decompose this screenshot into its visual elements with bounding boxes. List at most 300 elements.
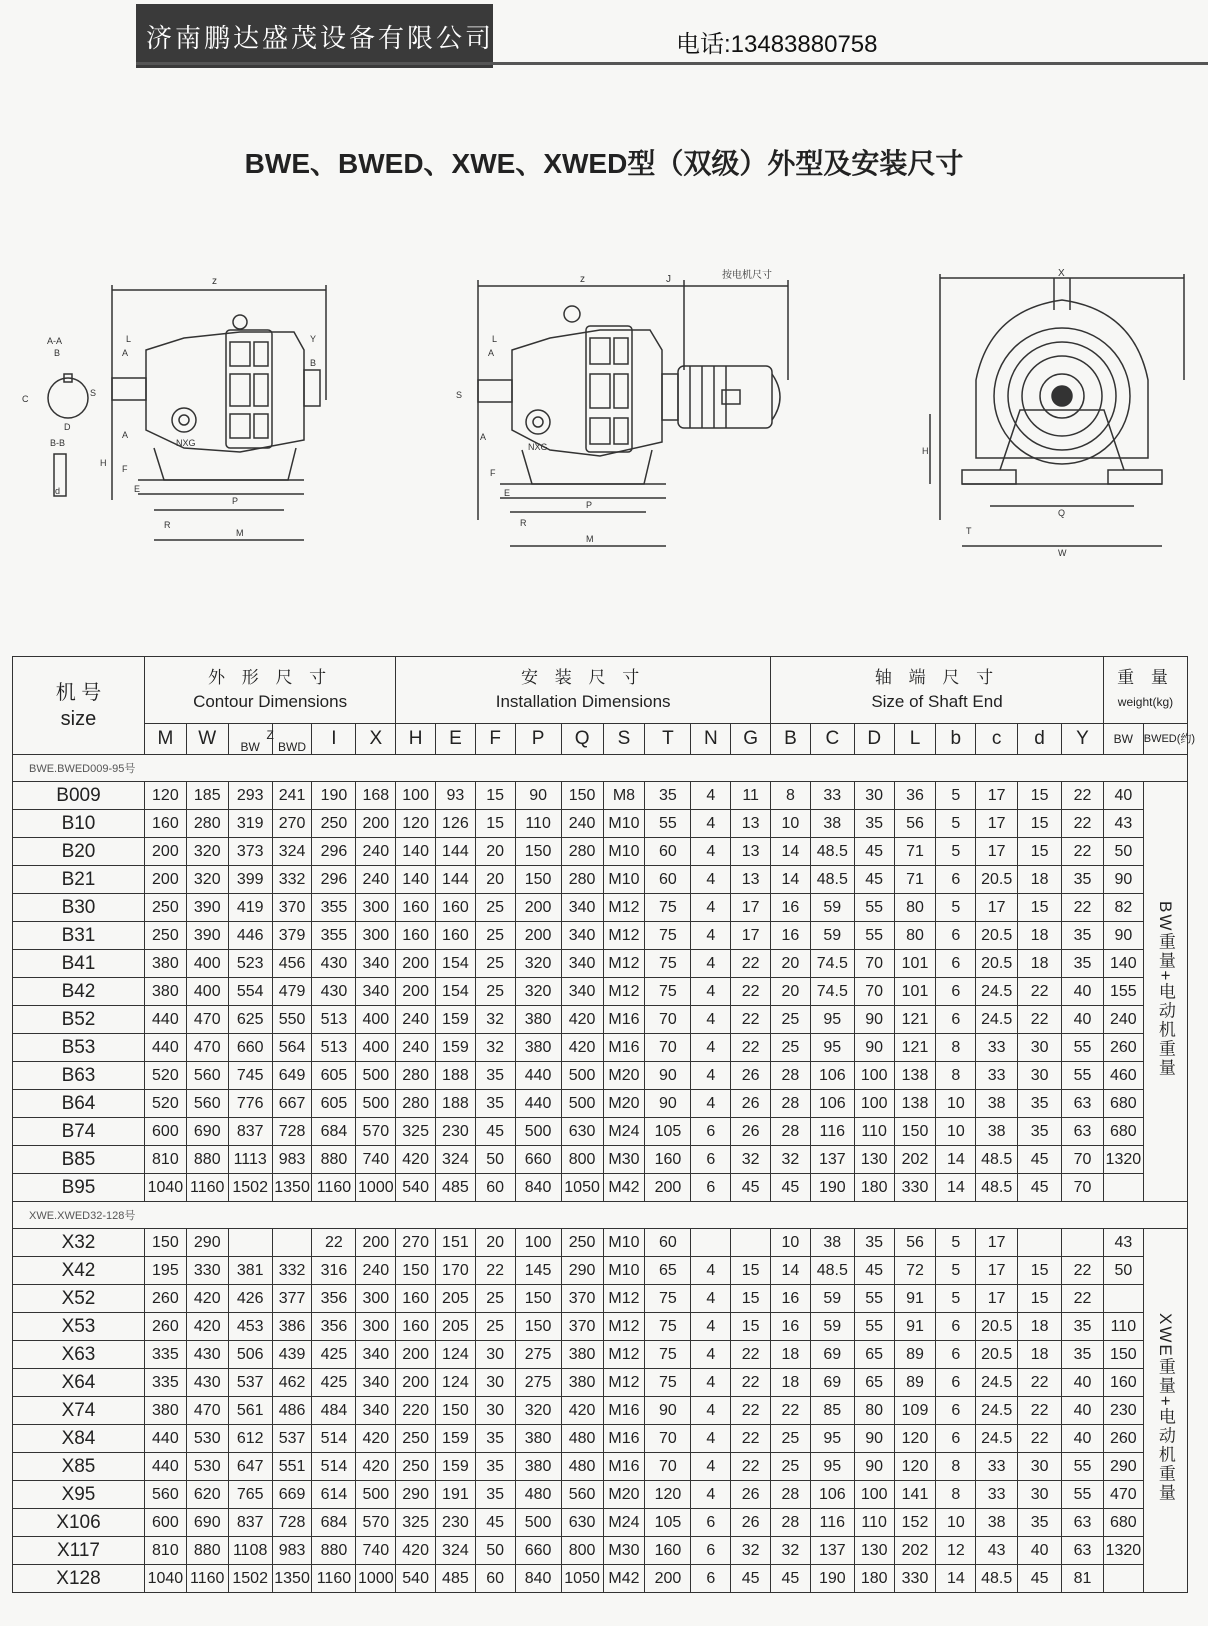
- value-cell: 17: [976, 1229, 1018, 1257]
- value-cell: 17: [976, 894, 1018, 922]
- value-cell: 370: [561, 1285, 603, 1313]
- value-cell: 340: [356, 1397, 396, 1425]
- value-cell: 300: [356, 894, 396, 922]
- value-cell: 240: [356, 838, 396, 866]
- drawing-label-z: z: [580, 274, 585, 285]
- column-header-h: H: [396, 724, 436, 755]
- value-cell: 140: [396, 866, 436, 894]
- value-cell: M12: [603, 950, 645, 978]
- drawing-side-view: [14, 270, 344, 560]
- group-weight-en: weight(kg): [1117, 695, 1174, 709]
- table-row: [13, 866, 1188, 894]
- value-cell: 625: [228, 1006, 272, 1034]
- value-cell: 25: [475, 1285, 515, 1313]
- value-cell: M12: [603, 922, 645, 950]
- value-cell: 440: [144, 1034, 186, 1062]
- value-cell: 220: [396, 1397, 436, 1425]
- value-cell: 38: [976, 1118, 1018, 1146]
- drawing-label-r: R: [164, 520, 171, 530]
- value-cell: 22: [1062, 810, 1104, 838]
- value-cell: 260: [1103, 1034, 1143, 1062]
- value-cell: 16: [771, 1313, 811, 1341]
- value-cell: 275: [515, 1341, 561, 1369]
- value-cell: 17: [976, 1257, 1018, 1285]
- value-cell: 10: [936, 1118, 976, 1146]
- value-cell: 250: [312, 810, 356, 838]
- value-cell: 45: [1018, 1174, 1062, 1202]
- value-cell: 4: [691, 1257, 731, 1285]
- column-header-z: Z: [266, 728, 274, 742]
- value-cell: 35: [475, 1090, 515, 1118]
- value-cell: 190: [810, 1174, 854, 1202]
- table-row: [13, 1034, 1188, 1062]
- value-cell: 380: [515, 1453, 561, 1481]
- value-cell: 6: [936, 1425, 976, 1453]
- value-cell: 300: [356, 1313, 396, 1341]
- drawing-label-z: z: [212, 276, 217, 287]
- value-cell: 380: [515, 1425, 561, 1453]
- value-cell: 15: [1018, 1285, 1062, 1313]
- value-cell: 32: [771, 1537, 811, 1565]
- value-cell: 230: [436, 1509, 476, 1537]
- value-cell: 740: [356, 1146, 396, 1174]
- value-cell: 690: [186, 1118, 228, 1146]
- table-row: [13, 1565, 1188, 1593]
- value-cell: 100: [515, 1229, 561, 1257]
- value-cell: 485: [436, 1565, 476, 1593]
- value-cell: 330: [186, 1257, 228, 1285]
- value-cell: 332: [272, 866, 312, 894]
- value-cell: 63: [1062, 1509, 1104, 1537]
- value-cell: 4: [691, 1006, 731, 1034]
- value-cell: 16: [771, 1285, 811, 1313]
- value-cell: 11: [731, 782, 771, 810]
- value-cell: 95: [810, 1006, 854, 1034]
- value-cell: 1350: [272, 1174, 312, 1202]
- drawing-label-a2: A: [480, 432, 487, 442]
- value-cell: 150: [436, 1397, 476, 1425]
- value-cell: 160: [645, 1537, 691, 1565]
- value-cell: 90: [1103, 866, 1143, 894]
- value-cell: 4: [691, 1453, 731, 1481]
- value-cell: 440: [144, 1453, 186, 1481]
- table-row: [13, 922, 1188, 950]
- value-cell: 6: [936, 1397, 976, 1425]
- value-cell: 340: [356, 1369, 396, 1397]
- value-cell: 430: [186, 1369, 228, 1397]
- value-cell: 170: [436, 1257, 476, 1285]
- value-cell: 540: [396, 1174, 436, 1202]
- table-row: [13, 1537, 1188, 1565]
- group-installation-cn: 安 装 尺 寸: [521, 668, 646, 687]
- section-label: XWE.XWED32-128号: [13, 1202, 1188, 1229]
- model-cell: X63: [13, 1341, 145, 1369]
- column-header-c: c: [976, 724, 1018, 755]
- table-row: [13, 1397, 1188, 1425]
- value-cell: 188: [436, 1090, 476, 1118]
- value-cell: 426: [228, 1285, 272, 1313]
- value-cell: M10: [603, 866, 645, 894]
- value-cell: 600: [144, 1118, 186, 1146]
- column-header-x: X: [356, 724, 396, 755]
- output-flange: [526, 410, 550, 434]
- value-cell: M20: [603, 1090, 645, 1118]
- value-cell: 30: [475, 1397, 515, 1425]
- value-cell: 440: [144, 1425, 186, 1453]
- value-cell: 32: [731, 1146, 771, 1174]
- table-row: [13, 1369, 1188, 1397]
- drawing-label-aa: A-A: [47, 336, 63, 346]
- value-cell: 22: [731, 1397, 771, 1425]
- value-cell: 570: [356, 1509, 396, 1537]
- value-cell: 160: [144, 810, 186, 838]
- value-cell: 25: [771, 1453, 811, 1481]
- end-view-foot-left: [962, 470, 1016, 484]
- value-cell: 48.5: [810, 1257, 854, 1285]
- value-cell: 250: [561, 1229, 603, 1257]
- value-cell: 296: [312, 838, 356, 866]
- value-cell: 6: [936, 1313, 976, 1341]
- value-cell: 82: [1103, 894, 1143, 922]
- value-cell: 4: [691, 894, 731, 922]
- value-cell: 116: [810, 1509, 854, 1537]
- value-cell: 13: [731, 866, 771, 894]
- value-cell: 630: [561, 1118, 603, 1146]
- table-row: [13, 1118, 1188, 1146]
- value-cell: 4: [691, 866, 731, 894]
- value-cell: 513: [312, 1006, 356, 1034]
- value-cell: 160: [436, 922, 476, 950]
- value-cell: 48.5: [976, 1146, 1018, 1174]
- value-cell: 59: [810, 1285, 854, 1313]
- drawing-label-x: X: [1058, 268, 1065, 279]
- value-cell: 200: [144, 866, 186, 894]
- value-cell: 484: [312, 1397, 356, 1425]
- value-cell: 71: [894, 866, 936, 894]
- value-cell: 250: [396, 1425, 436, 1453]
- value-cell: 90: [1103, 922, 1143, 950]
- value-cell: 500: [561, 1062, 603, 1090]
- value-cell: 18: [771, 1341, 811, 1369]
- value-cell: 48.5: [810, 866, 854, 894]
- end-view-foot-right: [1108, 470, 1162, 484]
- value-cell: 5: [936, 894, 976, 922]
- value-cell: 65: [645, 1257, 691, 1285]
- value-cell: 40: [1062, 1397, 1104, 1425]
- column-header-c: C: [810, 724, 854, 755]
- value-cell: 35: [475, 1062, 515, 1090]
- model-cell: B53: [13, 1034, 145, 1062]
- value-cell: 564: [272, 1034, 312, 1062]
- value-cell: 320: [515, 978, 561, 1006]
- value-cell: 4: [691, 1425, 731, 1453]
- value-cell: 320: [186, 838, 228, 866]
- value-cell: 160: [645, 1146, 691, 1174]
- table-row: [13, 1341, 1188, 1369]
- value-cell: 141: [894, 1481, 936, 1509]
- value-cell: 430: [312, 950, 356, 978]
- value-cell: 159: [436, 1453, 476, 1481]
- value-cell: 55: [645, 810, 691, 838]
- value-cell: 335: [144, 1341, 186, 1369]
- value-cell: 1320: [1103, 1537, 1143, 1565]
- value-cell: 4: [691, 1397, 731, 1425]
- value-cell: 105: [645, 1118, 691, 1146]
- value-cell: 45: [771, 1174, 811, 1202]
- value-cell: 28: [771, 1090, 811, 1118]
- group-shaft-header: [771, 657, 1104, 724]
- value-cell: 485: [436, 1174, 476, 1202]
- value-cell: 20: [475, 838, 515, 866]
- column-header-b: b: [936, 724, 976, 755]
- column-header-bw-label: BW: [240, 740, 260, 754]
- value-cell: 6: [691, 1174, 731, 1202]
- section-row: [13, 755, 1188, 782]
- value-cell: 48.5: [976, 1565, 1018, 1593]
- table-row: [13, 1509, 1188, 1537]
- value-cell: 260: [1103, 1425, 1143, 1453]
- value-cell: 560: [186, 1090, 228, 1118]
- value-cell: 160: [436, 894, 476, 922]
- group-contour-en: Contour Dimensions: [193, 692, 348, 711]
- value-cell: 45: [1018, 1565, 1062, 1593]
- header-rule: [136, 62, 1208, 65]
- value-cell: 48.5: [976, 1174, 1018, 1202]
- value-cell: 22: [1018, 1006, 1062, 1034]
- section-row: [13, 1202, 1188, 1229]
- value-cell: M24: [603, 1509, 645, 1537]
- value-cell: 110: [515, 810, 561, 838]
- value-cell: 15: [731, 1257, 771, 1285]
- value-cell: 28: [771, 1062, 811, 1090]
- value-cell: 630: [561, 1509, 603, 1537]
- value-cell: 35: [854, 810, 894, 838]
- column-header-d: D: [854, 724, 894, 755]
- value-cell: 10: [771, 810, 811, 838]
- group-installation-header: [396, 657, 771, 724]
- value-cell: 22: [771, 1397, 811, 1425]
- value-cell: 45: [731, 1174, 771, 1202]
- value-cell: 514: [312, 1453, 356, 1481]
- value-cell: 4: [691, 782, 731, 810]
- value-cell: 6: [936, 1341, 976, 1369]
- table-row: [13, 978, 1188, 1006]
- value-cell: 400: [356, 1006, 396, 1034]
- value-cell: 45: [475, 1118, 515, 1146]
- value-cell: 4: [691, 922, 731, 950]
- value-cell: 26: [731, 1118, 771, 1146]
- value-cell: 430: [186, 1341, 228, 1369]
- value-cell: 150: [1103, 1341, 1143, 1369]
- value-cell: 880: [186, 1146, 228, 1174]
- value-cell: 560: [561, 1481, 603, 1509]
- value-cell: 6: [691, 1565, 731, 1593]
- value-cell: 70: [1062, 1146, 1104, 1174]
- value-cell: 90: [854, 1425, 894, 1453]
- value-cell: 462: [272, 1369, 312, 1397]
- value-cell: 660: [515, 1146, 561, 1174]
- model-cell: X95: [13, 1481, 145, 1509]
- value-cell: 1502: [228, 1174, 272, 1202]
- value-cell: 154: [436, 978, 476, 1006]
- value-cell: 25: [475, 1313, 515, 1341]
- input-shaft: [478, 380, 512, 402]
- value-cell: 95: [810, 1425, 854, 1453]
- value-cell: 200: [396, 1341, 436, 1369]
- drawing-label-d-small: d: [55, 486, 61, 496]
- column-header-bwd: BWD: [272, 724, 312, 755]
- value-cell: 837: [228, 1509, 272, 1537]
- value-cell: 22: [1062, 1257, 1104, 1285]
- value-cell: 22: [1062, 894, 1104, 922]
- value-cell: 56: [894, 1229, 936, 1257]
- value-cell: 15: [475, 782, 515, 810]
- drawing-label-p: P: [232, 496, 239, 506]
- value-cell: 470: [186, 1397, 228, 1425]
- drawing-label-j: J: [666, 274, 671, 285]
- value-cell: 124: [436, 1369, 476, 1397]
- table-row: [13, 1453, 1188, 1481]
- value-cell: 1350: [272, 1565, 312, 1593]
- value-cell: 50: [475, 1146, 515, 1174]
- value-cell: 6: [936, 950, 976, 978]
- table-row: [13, 1174, 1188, 1202]
- group-contour-header: [144, 657, 395, 724]
- model-cell: X84: [13, 1425, 145, 1453]
- value-cell: 22: [1062, 838, 1104, 866]
- value-cell: 250: [144, 922, 186, 950]
- value-cell: 356: [312, 1313, 356, 1341]
- value-cell: 280: [186, 810, 228, 838]
- value-cell: M20: [603, 1481, 645, 1509]
- value-cell: 150: [561, 782, 603, 810]
- value-cell: 63: [1062, 1090, 1104, 1118]
- value-cell: 280: [561, 838, 603, 866]
- value-cell: 275: [515, 1369, 561, 1397]
- value-cell: 71: [894, 838, 936, 866]
- value-cell: 380: [144, 950, 186, 978]
- value-cell: 22: [731, 1425, 771, 1453]
- value-cell: 32: [475, 1006, 515, 1034]
- model-cell: B30: [13, 894, 145, 922]
- value-cell: 43: [976, 1537, 1018, 1565]
- value-cell: 22: [1062, 1285, 1104, 1313]
- value-cell: M42: [603, 1174, 645, 1202]
- value-cell: [1062, 1229, 1104, 1257]
- value-cell: 160: [396, 1285, 436, 1313]
- value-cell: 480: [515, 1481, 561, 1509]
- value-cell: 1000: [356, 1174, 396, 1202]
- value-cell: 500: [356, 1481, 396, 1509]
- value-cell: 91: [894, 1313, 936, 1341]
- value-cell: 6: [936, 922, 976, 950]
- value-cell: 240: [396, 1006, 436, 1034]
- value-cell: 400: [356, 1034, 396, 1062]
- value-cell: 230: [436, 1118, 476, 1146]
- value-cell: 45: [854, 866, 894, 894]
- table-row: [13, 838, 1188, 866]
- value-cell: 75: [645, 894, 691, 922]
- value-cell: 20.5: [976, 1341, 1018, 1369]
- value-cell: 74.5: [810, 978, 854, 1006]
- value-cell: 319: [228, 810, 272, 838]
- value-cell: 200: [396, 1369, 436, 1397]
- value-cell: 420: [186, 1285, 228, 1313]
- value-cell: 90: [645, 1397, 691, 1425]
- value-cell: 24.5: [976, 1369, 1018, 1397]
- value-cell: 35: [1018, 1118, 1062, 1146]
- value-cell: 18: [1018, 1341, 1062, 1369]
- value-cell: 15: [1018, 1257, 1062, 1285]
- model-cell: B31: [13, 922, 145, 950]
- value-cell: 340: [561, 978, 603, 1006]
- value-cell: 270: [396, 1229, 436, 1257]
- value-cell: 340: [356, 978, 396, 1006]
- group-installation-en: Installation Dimensions: [495, 692, 671, 711]
- value-cell: 50: [1103, 1257, 1143, 1285]
- value-cell: 25: [475, 950, 515, 978]
- value-cell: 100: [396, 782, 436, 810]
- value-cell: 6: [936, 1006, 976, 1034]
- value-cell: 614: [312, 1481, 356, 1509]
- model-cell: B41: [13, 950, 145, 978]
- value-cell: 105: [645, 1509, 691, 1537]
- drawing-label-l: L: [126, 334, 132, 344]
- value-cell: 420: [186, 1313, 228, 1341]
- value-cell: 270: [272, 810, 312, 838]
- group-shaft-cn: 轴 端 尺 寸: [874, 668, 1000, 687]
- value-cell: 180: [854, 1565, 894, 1593]
- value-cell: 667: [272, 1090, 312, 1118]
- value-cell: 150: [515, 838, 561, 866]
- value-cell: 160: [396, 1313, 436, 1341]
- value-cell: 420: [396, 1146, 436, 1174]
- value-cell: 22: [731, 978, 771, 1006]
- value-cell: 72: [894, 1257, 936, 1285]
- value-cell: 240: [356, 866, 396, 894]
- end-view-housing: [976, 300, 1148, 458]
- value-cell: 1040: [144, 1174, 186, 1202]
- value-cell: 8: [936, 1453, 976, 1481]
- value-cell: 35: [1062, 922, 1104, 950]
- value-cell: 26: [731, 1509, 771, 1537]
- value-cell: 80: [894, 922, 936, 950]
- value-cell: 25: [475, 978, 515, 1006]
- value-cell: 537: [228, 1369, 272, 1397]
- value-cell: 65: [854, 1369, 894, 1397]
- value-cell: 188: [436, 1062, 476, 1090]
- value-cell: 5: [936, 782, 976, 810]
- value-cell: 185: [186, 782, 228, 810]
- value-cell: 380: [515, 1006, 561, 1034]
- value-cell: 1113: [228, 1146, 272, 1174]
- value-cell: 4: [691, 810, 731, 838]
- model-cell: X74: [13, 1397, 145, 1425]
- value-cell: 425: [312, 1341, 356, 1369]
- value-cell: 90: [645, 1090, 691, 1118]
- value-cell: 70: [645, 1425, 691, 1453]
- value-cell: 180: [854, 1174, 894, 1202]
- value-cell: M16: [603, 1425, 645, 1453]
- value-cell: 60: [645, 866, 691, 894]
- value-cell: 5: [936, 1229, 976, 1257]
- value-cell: 280: [561, 866, 603, 894]
- value-cell: 390: [186, 922, 228, 950]
- value-cell: 15: [1018, 838, 1062, 866]
- table-row: [13, 1006, 1188, 1034]
- value-cell: 137: [810, 1537, 854, 1565]
- value-cell: M12: [603, 1341, 645, 1369]
